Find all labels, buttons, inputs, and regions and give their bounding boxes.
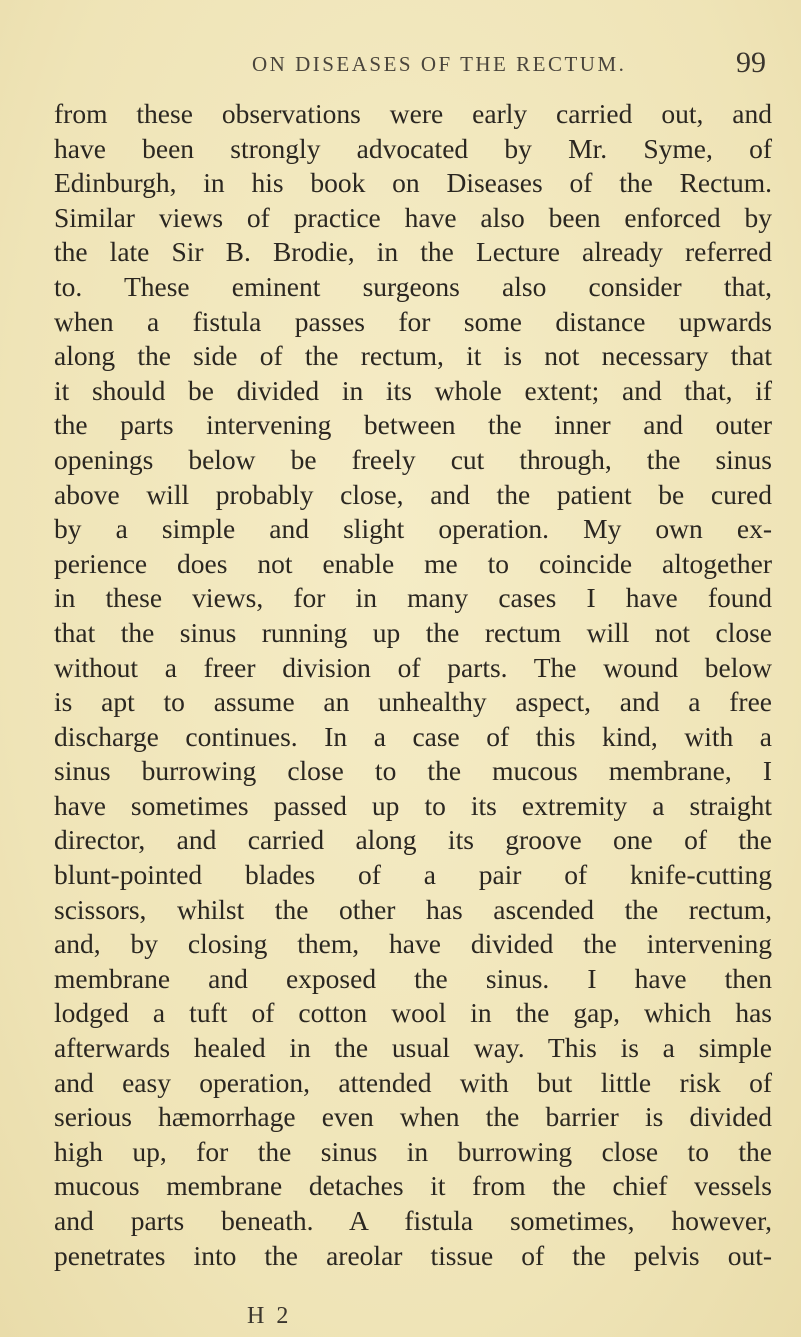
text-line: sinus burrowing close to the mucous membrane, I [54, 755, 772, 787]
text-line: from these observations were early carried out, and [54, 98, 772, 129]
text-line: blunt-pointed blades of a pair of knife-cutting [54, 859, 772, 891]
text-line: lodged a tuft of cotton wool in the gap, which has [54, 997, 772, 1029]
text-line: membrane and exposed the sinus. I have then [54, 962, 772, 994]
text-line: penetrates into the areolar tissue of the pelvis out- [54, 1239, 772, 1271]
text-line: by a simple and slight operation. My own ex- [54, 513, 772, 545]
running-title: ON DISEASES OF THE RECTUM. [252, 52, 627, 76]
running-head [0, 46, 801, 92]
text-line: is apt to assume an unhealthy aspect, and a free [54, 686, 772, 718]
text-line: along the side of the rectum, it is not necessary that [54, 340, 772, 372]
text-line: above will probably close, and the patient be cured [54, 478, 772, 510]
text-line: director, and carried along its groove one of the [54, 824, 772, 856]
text-line: scissors, whilst the other has ascended the rectum, [54, 893, 772, 925]
text-line: when a fistula passes for some distance upwards [54, 305, 772, 337]
text-line: serious hæmorrhage even when the barrier is divided [54, 1101, 772, 1133]
text-line: without a freer division of parts. The wound below [54, 651, 772, 683]
text-line: discharge continues. In a case of this kind, with a [54, 720, 772, 752]
signature-mark: H 2 [247, 1303, 292, 1329]
text-line: that the sinus running up the rectum will not close [54, 616, 772, 648]
text-line: in these views, for in many cases I have found [54, 582, 772, 614]
text-line: Edinburgh, in his book on Diseases of the Rectum. [54, 167, 772, 199]
text-line: it should be divided in its whole extent; and that, if [54, 374, 772, 406]
text-line: high up, for the sinus in burrowing close to the [54, 1135, 772, 1167]
text-line: have been strongly advocated by Mr. Syme, of [54, 132, 772, 164]
text-line: and, by closing them, have divided the intervening [54, 928, 772, 960]
text-line: and easy operation, attended with but little risk of [54, 1066, 772, 1098]
text-line: the late Sir B. Brodie, in the Lecture already referred [54, 236, 772, 268]
text-line: mucous membrane detaches it from the chief vessels [54, 1170, 772, 1202]
text-line: the parts intervening between the inner and outer [54, 409, 772, 441]
page-number: 99 [736, 46, 766, 79]
text-line: openings below be freely cut through, the sinus [54, 443, 772, 475]
text-line: and parts beneath. A fistula sometimes, however, [54, 1205, 772, 1236]
text-line: to. These eminent surgeons also consider that, [54, 270, 772, 302]
text-line: afterwards healed in the usual way. This is a simple [54, 1032, 772, 1064]
text-line: Similar views of practice have also been enforced by [54, 201, 772, 233]
text-line: perience does not enable me to coincide altogether [54, 547, 772, 579]
text-line: have sometimes passed up to its extremity a straight [54, 789, 772, 821]
body-text [54, 97, 772, 1273]
